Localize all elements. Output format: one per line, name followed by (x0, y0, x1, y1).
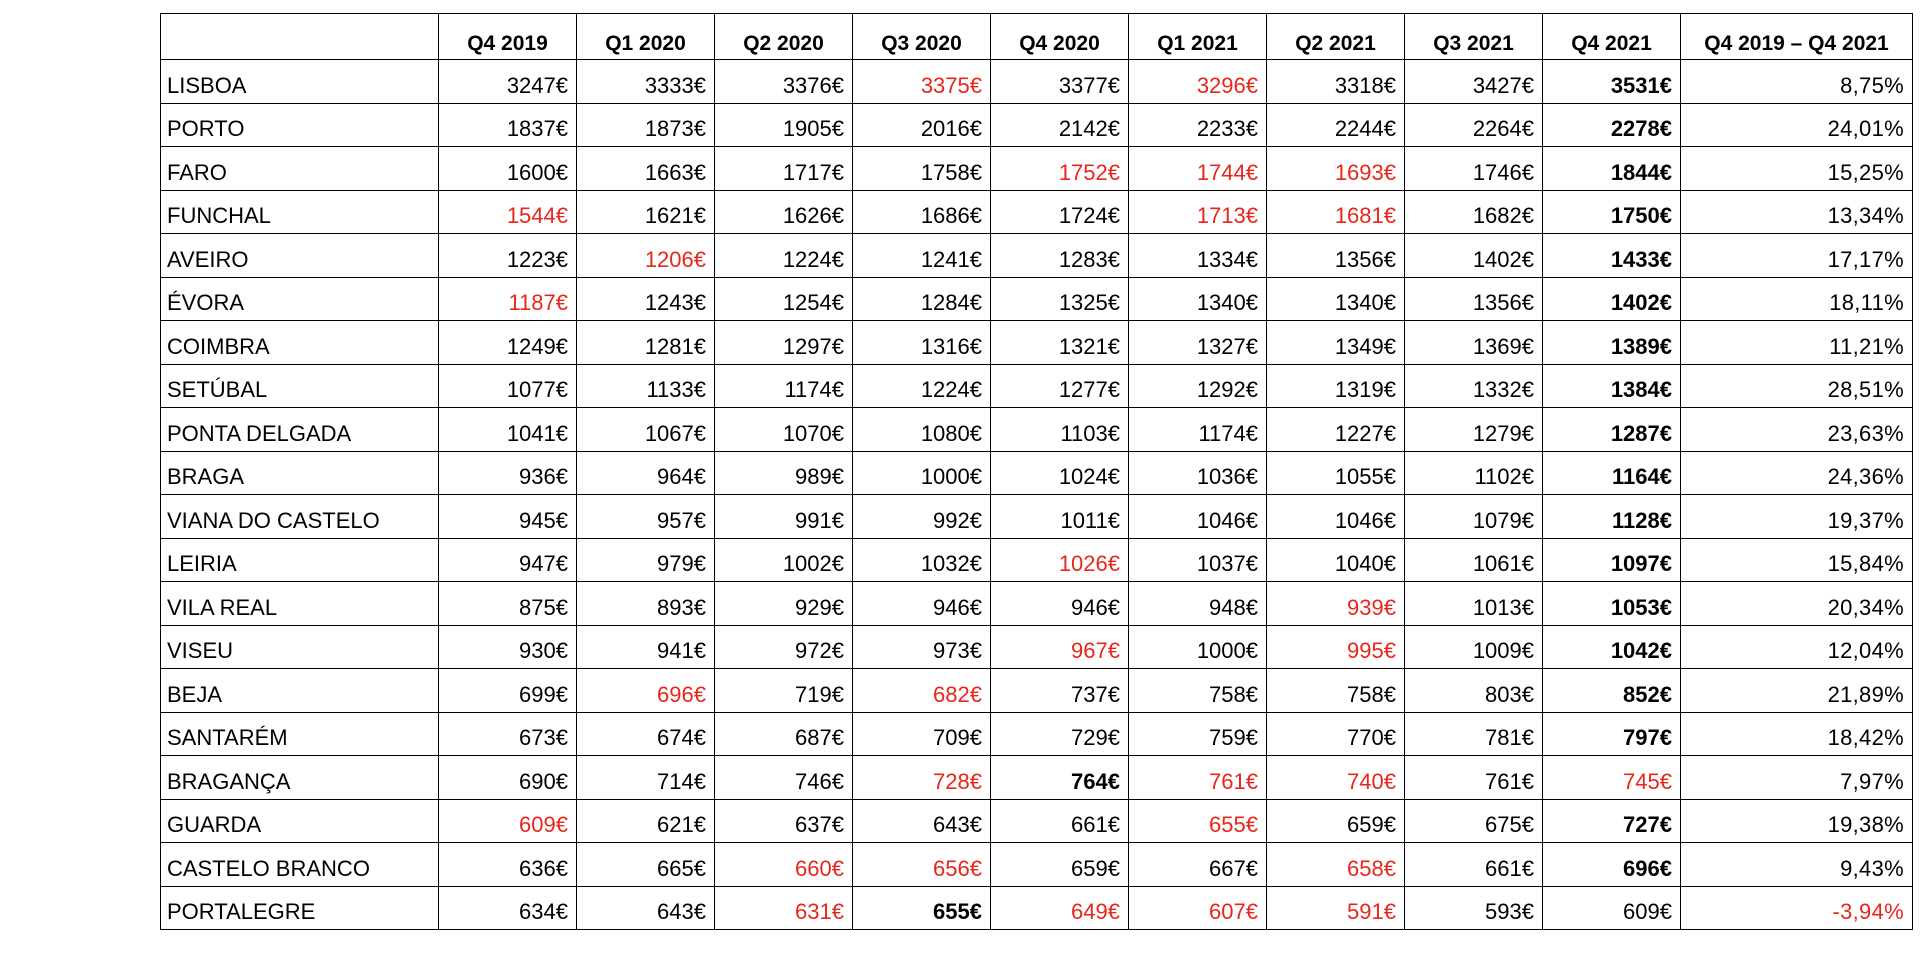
price-cell: 973€ (853, 625, 991, 669)
price-cell: 1283€ (991, 234, 1129, 278)
change-percent-cell: 24,01% (1681, 103, 1913, 147)
price-cell: 690€ (439, 756, 577, 800)
table-row (161, 886, 1913, 930)
price-cell: 1077€ (439, 364, 577, 408)
price-cell: 696€ (577, 669, 715, 713)
column-header: Q2 2020 (715, 14, 853, 60)
price-cell: 2142€ (991, 103, 1129, 147)
price-cell: 1319€ (1267, 364, 1405, 408)
column-header: Q3 2020 (853, 14, 991, 60)
table-row (161, 451, 1913, 495)
table-row (161, 321, 1913, 365)
table-row (161, 190, 1913, 234)
city-name-cell: PORTO (161, 103, 439, 147)
price-cell: 665€ (577, 843, 715, 887)
price-cell: 674€ (577, 712, 715, 756)
price-cell: 1206€ (577, 234, 715, 278)
price-cell: 972€ (715, 625, 853, 669)
price-cell: 1041€ (439, 408, 577, 452)
price-cell: 1600€ (439, 147, 577, 191)
price-cell: 1356€ (1405, 277, 1543, 321)
price-cell: 696€ (1543, 843, 1681, 887)
price-cell: 1002€ (715, 538, 853, 582)
column-header: Q4 2019 (439, 14, 577, 60)
price-cell: 1321€ (991, 321, 1129, 365)
price-cell: 1174€ (1129, 408, 1267, 452)
city-name-cell: ÉVORA (161, 277, 439, 321)
header-row (161, 14, 1913, 60)
price-cell: 1713€ (1129, 190, 1267, 234)
price-cell: 1254€ (715, 277, 853, 321)
price-cell: 1316€ (853, 321, 991, 365)
price-cell: 1297€ (715, 321, 853, 365)
change-percent-cell: -3,94% (1681, 886, 1913, 930)
price-cell: 1682€ (1405, 190, 1543, 234)
change-percent-cell: 17,17% (1681, 234, 1913, 278)
price-cell: 661€ (1405, 843, 1543, 887)
price-cell: 675€ (1405, 799, 1543, 843)
price-cell: 946€ (991, 582, 1129, 626)
city-name-cell: BRAGANÇA (161, 756, 439, 800)
price-cell: 875€ (439, 582, 577, 626)
price-cell: 1036€ (1129, 451, 1267, 495)
price-cell: 797€ (1543, 712, 1681, 756)
price-cell: 609€ (1543, 886, 1681, 930)
price-cell: 1356€ (1267, 234, 1405, 278)
city-name-cell: LEIRIA (161, 538, 439, 582)
price-cell: 1040€ (1267, 538, 1405, 582)
table-row (161, 799, 1913, 843)
change-percent-cell: 18,11% (1681, 277, 1913, 321)
change-percent-cell: 19,38% (1681, 799, 1913, 843)
price-cell: 991€ (715, 495, 853, 539)
city-name-cell: PORTALEGRE (161, 886, 439, 930)
change-percent-cell: 20,34% (1681, 582, 1913, 626)
price-cell: 930€ (439, 625, 577, 669)
price-cell: 1067€ (577, 408, 715, 452)
price-cell: 2233€ (1129, 103, 1267, 147)
price-cell: 3375€ (853, 60, 991, 104)
price-cell: 1224€ (853, 364, 991, 408)
price-cell: 1241€ (853, 234, 991, 278)
price-cell: 727€ (1543, 799, 1681, 843)
price-cell: 759€ (1129, 712, 1267, 756)
city-name-cell: FARO (161, 147, 439, 191)
price-cell: 1164€ (1543, 451, 1681, 495)
change-percent-cell: 28,51% (1681, 364, 1913, 408)
change-percent-cell: 9,43% (1681, 843, 1913, 887)
table-row (161, 669, 1913, 713)
table-row (161, 103, 1913, 147)
price-cell: 1686€ (853, 190, 991, 234)
price-cell: 1284€ (853, 277, 991, 321)
column-header: Q4 2021 (1543, 14, 1681, 60)
price-cell: 2016€ (853, 103, 991, 147)
column-header: Q1 2021 (1129, 14, 1267, 60)
table-row (161, 60, 1913, 104)
price-cell: 1277€ (991, 364, 1129, 408)
price-cell: 957€ (577, 495, 715, 539)
price-cell: 3318€ (1267, 60, 1405, 104)
price-cell: 1746€ (1405, 147, 1543, 191)
table-row (161, 712, 1913, 756)
price-cell: 621€ (577, 799, 715, 843)
price-cell: 728€ (853, 756, 991, 800)
city-name-cell: PONTA DELGADA (161, 408, 439, 452)
price-cell: 1055€ (1267, 451, 1405, 495)
city-name-cell: GUARDA (161, 799, 439, 843)
price-cell: 658€ (1267, 843, 1405, 887)
price-cell: 893€ (577, 582, 715, 626)
price-cell: 607€ (1129, 886, 1267, 930)
price-cell: 1292€ (1129, 364, 1267, 408)
city-name-cell: VISEU (161, 625, 439, 669)
price-cell: 979€ (577, 538, 715, 582)
price-cell: 1011€ (991, 495, 1129, 539)
price-cell: 637€ (715, 799, 853, 843)
price-cell: 1174€ (715, 364, 853, 408)
price-cell: 929€ (715, 582, 853, 626)
column-header: Q3 2021 (1405, 14, 1543, 60)
price-cell: 2264€ (1405, 103, 1543, 147)
price-cell: 655€ (853, 886, 991, 930)
price-cell: 660€ (715, 843, 853, 887)
change-percent-cell: 18,42% (1681, 712, 1913, 756)
table-row (161, 625, 1913, 669)
price-cell: 1080€ (853, 408, 991, 452)
column-header: Q1 2020 (577, 14, 715, 60)
table-row (161, 364, 1913, 408)
price-cell: 1837€ (439, 103, 577, 147)
city-name-cell: LISBOA (161, 60, 439, 104)
price-cell: 1402€ (1543, 277, 1681, 321)
price-cell: 3427€ (1405, 60, 1543, 104)
price-cell: 673€ (439, 712, 577, 756)
price-cell: 1873€ (577, 103, 715, 147)
price-cell: 803€ (1405, 669, 1543, 713)
price-cell: 761€ (1129, 756, 1267, 800)
price-cell: 1102€ (1405, 451, 1543, 495)
price-cell: 1758€ (853, 147, 991, 191)
table-row (161, 538, 1913, 582)
price-cell: 1717€ (715, 147, 853, 191)
price-cell: 737€ (991, 669, 1129, 713)
price-cell: 2278€ (1543, 103, 1681, 147)
price-cell: 659€ (991, 843, 1129, 887)
price-cell: 947€ (439, 538, 577, 582)
price-cell: 852€ (1543, 669, 1681, 713)
price-cell: 1663€ (577, 147, 715, 191)
table-row (161, 582, 1913, 626)
price-cell: 656€ (853, 843, 991, 887)
price-cell: 1389€ (1543, 321, 1681, 365)
city-name-cell: FUNCHAL (161, 190, 439, 234)
price-cell: 745€ (1543, 756, 1681, 800)
price-cell: 3531€ (1543, 60, 1681, 104)
price-cell: 1369€ (1405, 321, 1543, 365)
price-cell: 3247€ (439, 60, 577, 104)
price-cell: 946€ (853, 582, 991, 626)
price-cell: 661€ (991, 799, 1129, 843)
price-cell: 1227€ (1267, 408, 1405, 452)
price-cell: 1681€ (1267, 190, 1405, 234)
price-cell: 682€ (853, 669, 991, 713)
price-cell: 1287€ (1543, 408, 1681, 452)
column-header: Q2 2021 (1267, 14, 1405, 60)
price-cell: 634€ (439, 886, 577, 930)
price-cell: 1070€ (715, 408, 853, 452)
price-cell: 1037€ (1129, 538, 1267, 582)
price-cell: 1905€ (715, 103, 853, 147)
price-cell: 3377€ (991, 60, 1129, 104)
header-corner-cell (161, 14, 439, 60)
city-name-cell: BRAGA (161, 451, 439, 495)
price-cell: 659€ (1267, 799, 1405, 843)
price-cell: 1340€ (1267, 277, 1405, 321)
change-percent-cell: 24,36% (1681, 451, 1913, 495)
change-percent-cell: 7,97% (1681, 756, 1913, 800)
price-cell: 1325€ (991, 277, 1129, 321)
price-cell: 655€ (1129, 799, 1267, 843)
price-cell: 1032€ (853, 538, 991, 582)
city-name-cell: VIANA DO CASTELO (161, 495, 439, 539)
change-percent-cell: 15,25% (1681, 147, 1913, 191)
change-percent-cell: 23,63% (1681, 408, 1913, 452)
price-cell: 1187€ (439, 277, 577, 321)
city-name-cell: VILA REAL (161, 582, 439, 626)
price-cell: 758€ (1129, 669, 1267, 713)
price-cell: 1097€ (1543, 538, 1681, 582)
table-row (161, 277, 1913, 321)
price-cell: 1026€ (991, 538, 1129, 582)
price-cell: 1000€ (1129, 625, 1267, 669)
table-body (161, 60, 1913, 930)
price-cell: 770€ (1267, 712, 1405, 756)
price-cell: 1844€ (1543, 147, 1681, 191)
price-cell: 1384€ (1543, 364, 1681, 408)
column-header: Q4 2019 – Q4 2021 (1681, 14, 1913, 60)
change-percent-cell: 8,75% (1681, 60, 1913, 104)
table-row (161, 756, 1913, 800)
price-cell: 1693€ (1267, 147, 1405, 191)
price-cell: 643€ (577, 886, 715, 930)
price-cell: 593€ (1405, 886, 1543, 930)
table-row (161, 147, 1913, 191)
price-cell: 967€ (991, 625, 1129, 669)
price-cell: 1223€ (439, 234, 577, 278)
city-name-cell: CASTELO BRANCO (161, 843, 439, 887)
price-cell: 781€ (1405, 712, 1543, 756)
price-cell: 609€ (439, 799, 577, 843)
price-cell: 636€ (439, 843, 577, 887)
price-cell: 1626€ (715, 190, 853, 234)
price-cell: 1402€ (1405, 234, 1543, 278)
table-row (161, 408, 1913, 452)
price-cell: 667€ (1129, 843, 1267, 887)
price-cell: 948€ (1129, 582, 1267, 626)
price-cell: 631€ (715, 886, 853, 930)
price-cell: 719€ (715, 669, 853, 713)
change-percent-cell: 12,04% (1681, 625, 1913, 669)
price-cell: 1724€ (991, 190, 1129, 234)
price-cell: 1009€ (1405, 625, 1543, 669)
price-cell: 941€ (577, 625, 715, 669)
price-cell: 1334€ (1129, 234, 1267, 278)
price-cell: 1243€ (577, 277, 715, 321)
price-cell: 1349€ (1267, 321, 1405, 365)
price-cell: 649€ (991, 886, 1129, 930)
price-cell: 1133€ (577, 364, 715, 408)
price-cell: 1744€ (1129, 147, 1267, 191)
table-row (161, 843, 1913, 887)
change-percent-cell: 15,84% (1681, 538, 1913, 582)
change-percent-cell: 21,89% (1681, 669, 1913, 713)
price-cell: 746€ (715, 756, 853, 800)
price-cell: 1544€ (439, 190, 577, 234)
price-cell: 1024€ (991, 451, 1129, 495)
price-cell: 3376€ (715, 60, 853, 104)
table-row (161, 495, 1913, 539)
price-cell: 1013€ (1405, 582, 1543, 626)
price-cell: 1046€ (1129, 495, 1267, 539)
price-cell: 761€ (1405, 756, 1543, 800)
price-cell: 1249€ (439, 321, 577, 365)
column-header: Q4 2020 (991, 14, 1129, 60)
price-cell: 1224€ (715, 234, 853, 278)
price-cell: 1042€ (1543, 625, 1681, 669)
city-name-cell: AVEIRO (161, 234, 439, 278)
price-cell: 714€ (577, 756, 715, 800)
price-cell: 1279€ (1405, 408, 1543, 452)
price-cell: 1053€ (1543, 582, 1681, 626)
city-name-cell: COIMBRA (161, 321, 439, 365)
change-percent-cell: 19,37% (1681, 495, 1913, 539)
price-cell: 992€ (853, 495, 991, 539)
price-cell: 643€ (853, 799, 991, 843)
price-cell: 1000€ (853, 451, 991, 495)
rent-table (160, 13, 1913, 930)
city-name-cell: SANTARÉM (161, 712, 439, 756)
price-cell: 1340€ (1129, 277, 1267, 321)
price-cell: 699€ (439, 669, 577, 713)
city-name-cell: SETÚBAL (161, 364, 439, 408)
price-cell: 2244€ (1267, 103, 1405, 147)
price-cell: 687€ (715, 712, 853, 756)
table-row (161, 234, 1913, 278)
price-cell: 1281€ (577, 321, 715, 365)
price-cell: 1433€ (1543, 234, 1681, 278)
change-percent-cell: 13,34% (1681, 190, 1913, 234)
city-name-cell: BEJA (161, 669, 439, 713)
price-cell: 758€ (1267, 669, 1405, 713)
price-cell: 945€ (439, 495, 577, 539)
price-cell: 709€ (853, 712, 991, 756)
price-cell: 936€ (439, 451, 577, 495)
price-cell: 729€ (991, 712, 1129, 756)
price-cell: 1752€ (991, 147, 1129, 191)
price-cell: 1103€ (991, 408, 1129, 452)
price-cell: 939€ (1267, 582, 1405, 626)
price-cell: 3333€ (577, 60, 715, 104)
price-cell: 3296€ (1129, 60, 1267, 104)
change-percent-cell: 11,21% (1681, 321, 1913, 365)
price-cell: 740€ (1267, 756, 1405, 800)
price-cell: 1332€ (1405, 364, 1543, 408)
price-cell: 1046€ (1267, 495, 1405, 539)
price-cell: 1327€ (1129, 321, 1267, 365)
price-cell: 989€ (715, 451, 853, 495)
price-cell: 591€ (1267, 886, 1405, 930)
price-cell: 1079€ (1405, 495, 1543, 539)
price-cell: 1750€ (1543, 190, 1681, 234)
price-cell: 1061€ (1405, 538, 1543, 582)
price-cell: 964€ (577, 451, 715, 495)
price-cell: 1621€ (577, 190, 715, 234)
price-cell: 764€ (991, 756, 1129, 800)
price-cell: 1128€ (1543, 495, 1681, 539)
price-cell: 995€ (1267, 625, 1405, 669)
